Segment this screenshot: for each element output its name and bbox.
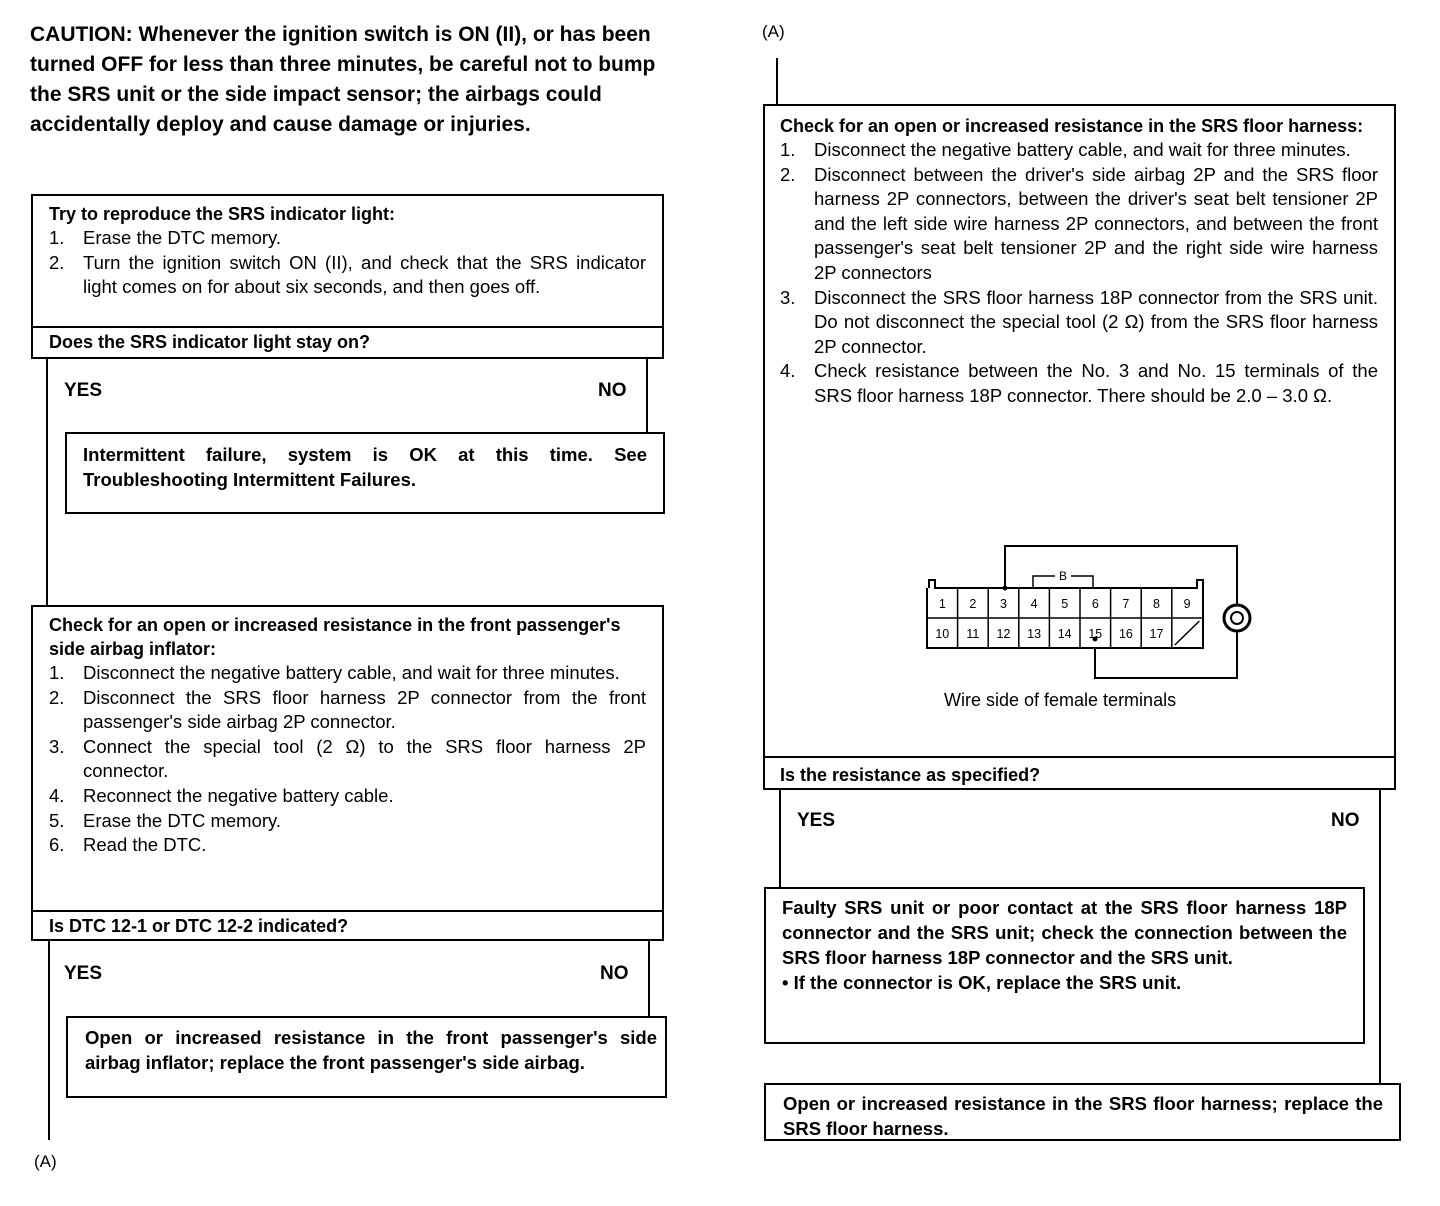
flow-line [776, 58, 778, 106]
flow-line [46, 358, 48, 606]
flow-line [648, 940, 650, 1017]
passenger-airbag-check-box [31, 605, 664, 941]
connector-a-label-bottom: (A) [34, 1152, 57, 1171]
terminal-8: 8 [1153, 597, 1160, 611]
yes-label: YES [64, 380, 103, 401]
floor-harness-steps [780, 138, 1378, 409]
terminal-5: 5 [1061, 597, 1069, 611]
replace-floor-harness-box [764, 1083, 1401, 1141]
flow-line [1379, 789, 1381, 1084]
terminal-13: 13 [1027, 627, 1042, 641]
flow-line [646, 358, 648, 433]
floor-harness-check-box [763, 104, 1396, 790]
terminal-6: 6 [1091, 597, 1099, 611]
faulty-srs-unit-text: Faulty SRS unit or poor contact at the SRS floor harness 18P connector and the SRS unit; check the connection between the SRS floor harness 18P connector and the SRS unit. [782, 897, 1347, 968]
flow-line [779, 789, 781, 888]
faulty-srs-unit-box [764, 887, 1365, 1044]
no-label: NO [1331, 810, 1360, 831]
terminal-15: 15 [1088, 627, 1103, 641]
blank-terminal-slash [1175, 621, 1200, 645]
reproduce-question: Does the SRS indicator light stay on? [49, 332, 371, 352]
replace-passenger-airbag-box [66, 1016, 667, 1098]
step-item: 4. Reconnect the negative battery cable. [49, 784, 394, 806]
terminal-16: 16 [1118, 627, 1133, 641]
step-item: 4. Check resistance between the No. 3 and No. 15 terminals of the SRS floor harness 18P connector. There should be 2.0 – 3.0 Ω. [780, 360, 1378, 406]
no-label: NO [600, 963, 629, 984]
step-item: 1. Disconnect the negative battery cable, and wait for three minutes. [780, 139, 1351, 160]
passenger-check-question: Is DTC 12-1 or DTC 12-2 indicated? [49, 916, 349, 936]
caution-text: CAUTION: Whenever the ignition switch is ON (II), or has been turned OFF for less than three minutes, be careful not to bump the SRS unit or the side impact sensor; the airbags could accidentally deploy and cause damage or injuries. [30, 23, 656, 136]
terminal-12: 12 [996, 627, 1011, 641]
yes-label: YES [64, 963, 103, 984]
step-item: 6. Read the DTC. [49, 834, 207, 856]
passenger-check-title: Check for an open or increased resistance in the front passenger's side airbag inflator: [49, 615, 621, 659]
step-item: 2. Turn the ignition switch ON (II), and check that the SRS indicator light comes on for about six seconds, and then goes off. [49, 251, 646, 298]
faulty-srs-unit-bullet: • If the connector is OK, replace the SRS unit. [782, 972, 1182, 993]
intermittent-result-text: Intermittent failure, system is OK at this time. See Troubleshooting Intermittent Failures. [83, 444, 647, 490]
terminal-1: 1 [938, 597, 946, 611]
step-item: 2. Disconnect the SRS floor harness 2P connector from the front passenger's side airbag 2P connector. [49, 686, 646, 733]
step-item: 3. Connect the special tool (2 Ω) to the SRS floor harness 2P connector. [49, 735, 646, 782]
terminal-11: 11 [966, 627, 980, 641]
terminal-2: 2 [969, 597, 977, 611]
floor-harness-question: Is the resistance as specified? [780, 765, 1041, 785]
flow-line [48, 940, 50, 1140]
reproduce-steps [49, 226, 646, 300]
terminal-7: 7 [1122, 597, 1130, 611]
terminal-4: 4 [1030, 597, 1038, 611]
step-item: 3. Disconnect the SRS floor harness 18P connector from the SRS unit. Do not disconnect the special tool (2 Ω) from the SRS floor harness 2P connector. [780, 286, 1378, 357]
passenger-check-steps [49, 661, 646, 858]
terminal-14: 14 [1057, 627, 1072, 641]
no-label: NO [598, 380, 627, 401]
step-item: 1. Erase the DTC memory. [49, 227, 282, 248]
connector-latch [1224, 605, 1250, 631]
reproduce-step-title: Try to reproduce the SRS indicator light: [49, 204, 396, 224]
connector-a-label-top: (A) [762, 22, 785, 41]
connector-caption: Wire side of female terminals [944, 690, 1177, 710]
floor-harness-title: Check for an open or increased resistance in the SRS floor harness: [780, 116, 1364, 136]
bracket-b-label: B [1058, 569, 1068, 583]
intermittent-result-box [65, 432, 665, 514]
connector-18p-diagram [915, 536, 1255, 706]
reproduce-step-box [31, 194, 664, 359]
terminal-3: 3 [1000, 597, 1007, 611]
terminal-17: 17 [1149, 627, 1164, 641]
step-item: 1. Disconnect the negative battery cable, and wait for three minutes. [49, 662, 620, 683]
step-item: 2. Disconnect between the driver's side airbag 2P and the SRS floor harness 2P connectors, between the driver's seat belt tensioner 2P and the left side wire harness 2P connectors, and between the front passenger's seat belt tensioner 2P and the right side wire harness 2P connectors [780, 163, 1378, 283]
terminal-10: 10 [935, 627, 950, 641]
replace-passenger-airbag-text: Open or increased resistance in the front passenger's side airbag inflator; replace the front passenger's side airbag. [85, 1027, 657, 1073]
step-item: 5. Erase the DTC memory. [49, 809, 282, 831]
terminal-9: 9 [1183, 597, 1191, 611]
replace-floor-harness-text: Open or increased resistance in the SRS floor harness; replace the SRS floor harness. [783, 1093, 1383, 1139]
yes-label: YES [797, 810, 836, 831]
